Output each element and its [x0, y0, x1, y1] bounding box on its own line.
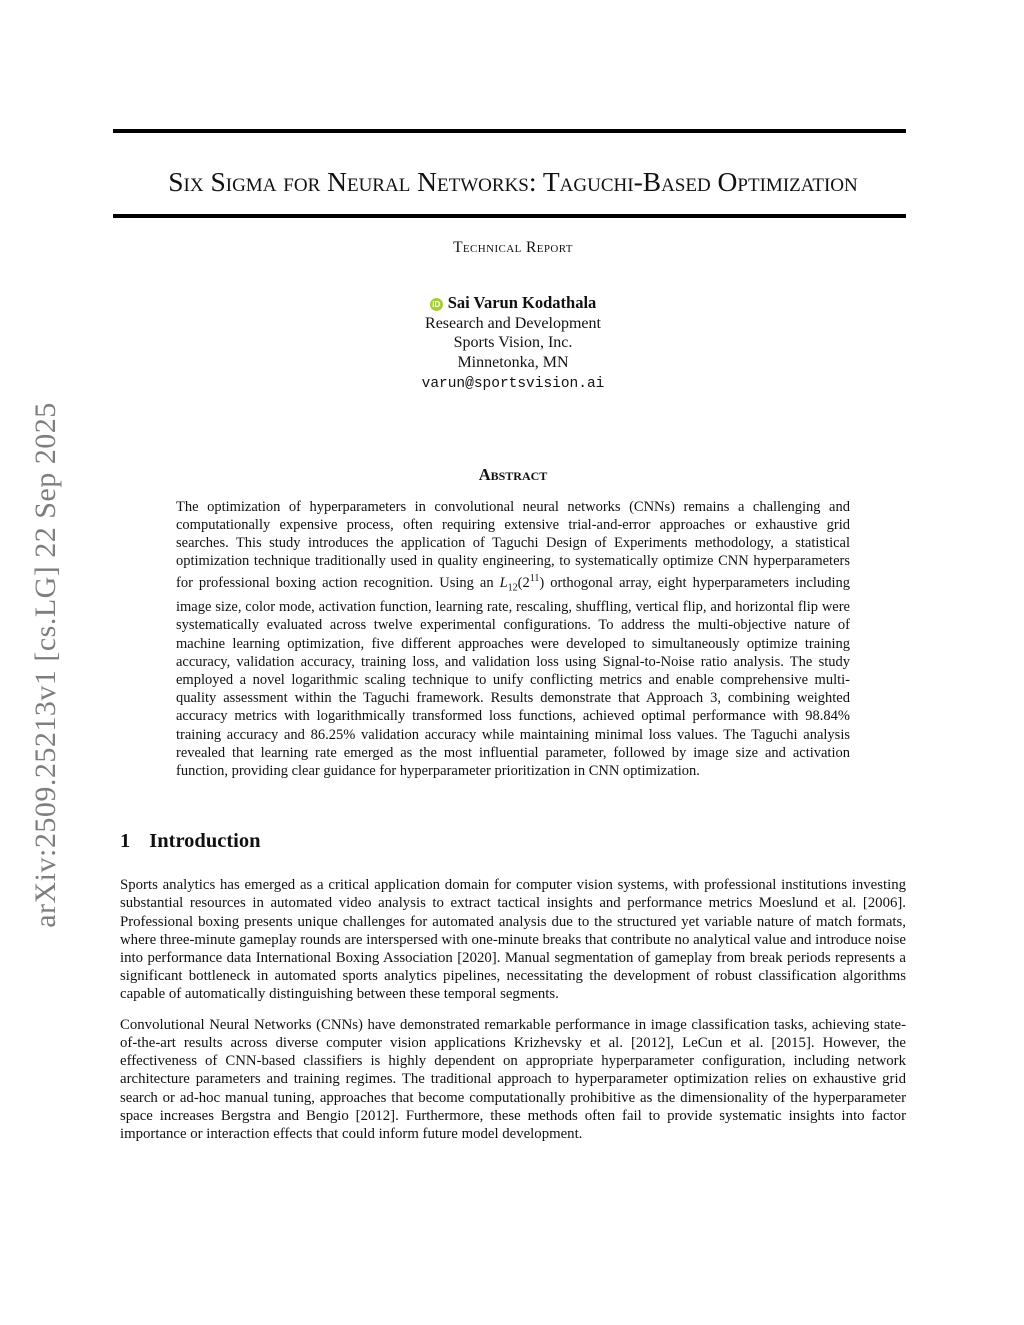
math-superscript: 11 — [529, 573, 540, 585]
affiliation-line-company: Sports Vision, Inc. — [453, 334, 573, 351]
orcid-icon[interactable]: iD — [430, 298, 443, 311]
title-rule-top — [113, 129, 906, 133]
affiliation-line-department: Research and Development — [425, 314, 601, 332]
paper-content — [120, 0, 906, 1143]
introduction-paragraph-2: Convolutional Neural Networks (CNNs) have demonstrated remarkable performance in image classification tasks, achieving state-of-the-art results across diverse computer vision applications Krizhevsky et al. [2012], LeCun et al. [2015]. However, the effectiveness of CNN-based classifiers is highly dependent on appropriate hyperparameter configuration, including network architecture parameters and training regimes. The traditional approach to hyperparameter optimization relies on exhaustive grid search or ad-hoc manual tuning, approaches that become computationally prohibitive as the dimensionality of the hyperparameter space increases Bergstra and Bengio [2012]. Furthermore, these methods often fail to provide systematic insights into factor importance or interaction effects that could inform future model development. — [120, 1016, 906, 1142]
author-name: Sai Varun Kodathala — [447, 293, 597, 312]
affiliation-line-location: Minnetonka, MN — [457, 353, 569, 371]
report-type-label: Technical Report — [453, 239, 573, 256]
math-close: ) — [539, 575, 545, 592]
author-block — [120, 293, 906, 395]
math-subscript: 12 — [507, 583, 518, 595]
abstract-text — [176, 498, 850, 781]
paper-title: Six Sigma for Neural Networks: Taguchi-Based Optimization — [168, 166, 858, 197]
abstract-text-after-math: orthogonal array, eight hyperparameters including image size, color mode, activation function, learning rate, rescaling, shuffling, vertical flip, and horizontal flip were systematically evaluated across twelve experimental configurations. To address the multi-objective nature of machine learning optimization, five different approaches were developed to simultaneously optimize training accuracy, validation accuracy, training loss, and validation loss using Signal-to-Noise ratio analysis. The study employed a novel logarithmic scaling technique to unify conflicting metrics and enable comprehensive multi-quality assessment within the Taguchi framework. Results demonstrate that Approach 3, combining weighted accuracy metrics with logarithmically transformed loss functions, achieved optimal performance with 98.84% training accuracy and 86.25% validation accuracy while maintaining minimal loss values. The Taguchi analysis revealed that learning rate emerged as the most influential parameter, followed by image size and activation function, providing clear guidance for hyperparameter prioritization in CNN optimization. — [176, 575, 850, 780]
arxiv-watermark: arXiv:2509.25213v1 [cs.LG] 22 Sep 2025 — [29, 402, 62, 928]
section-heading-introduction — [120, 830, 906, 853]
section-number: 1 — [120, 830, 131, 853]
abstract-heading: Abstract — [478, 464, 548, 484]
introduction-paragraph-1: Sports analytics has emerged as a critical application domain for computer vision systems, with professional institutions investing substantial resources in automated video analysis to extract tactical insights and performance metrics Moeslund et al. [2006]. Professional boxing presents unique challenges for automated analysis due to the structured yet variable nature of match formats, where three-minute gameplay rounds are interspersed with one-minute breaks that contribute no analytical value and introduce noise into performance data International Boxing Association [2020]. Manual segmentation of gameplay from break periods represents a significant bottleneck in automated sports analytics pipelines, necessitating the development of robust classification algorithms capable of automatically distinguishing between these temporal segments. — [120, 877, 906, 1003]
title-rule-bottom — [113, 214, 906, 218]
author-name-line — [120, 293, 906, 314]
author-email: varun@sportsvision.ai — [421, 376, 605, 392]
section-title: Introduction — [149, 830, 261, 853]
abstract-text-before-math: The optimization of hyperparameters in convolutional neural networks (CNNs) remains a challenging and computationally expensive process, often requiring extensive trial-and-error approaches or exhaustive grid searches. This study introduces the application of Taguchi Design of Experiments methodology, a statistical optimization technique traditionally used in quality engineering, to systematically optimize CNN hyperparameters for professional boxing action recognition. Using an — [176, 498, 850, 592]
math-open: (2 — [517, 575, 530, 592]
math-orthogonal-array-symbol: L — [499, 575, 508, 592]
